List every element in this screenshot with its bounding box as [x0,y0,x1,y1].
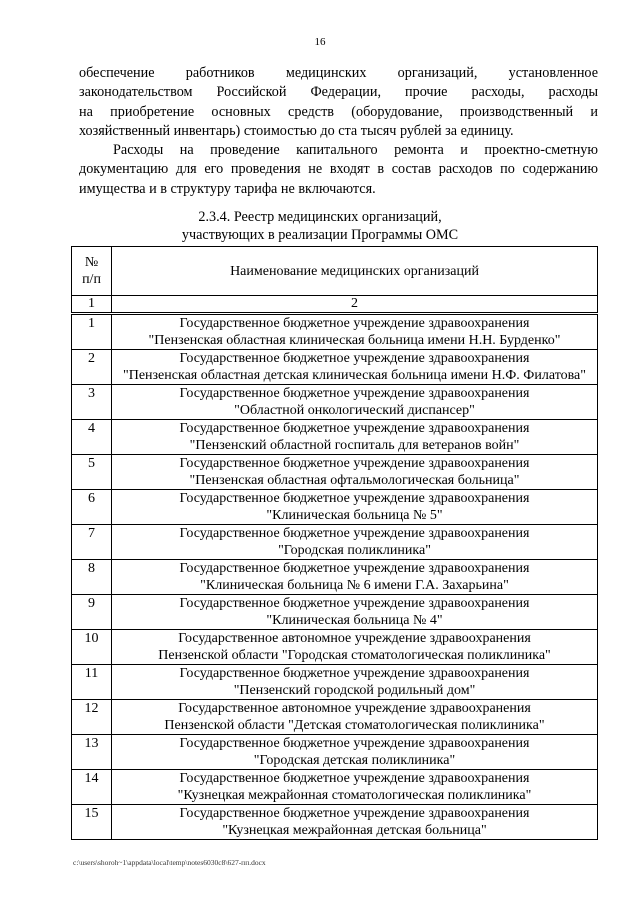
header-number-symbol: № [84,255,99,270]
organization-name-cell [112,314,598,350]
paragraph-line: законодательством Российской Федерации, прочие расходы, расходы [79,84,598,101]
row-number-cell: 15 [72,805,112,840]
paragraph-line: документацию для его проведения не входят в состав расходов по содержанию [79,161,598,178]
organization-type: Государственное бюджетное учреждение здравоохранения [179,316,530,331]
organization-type: Государственное бюджетное учреждение здравоохранения [179,351,530,366]
paragraph-capital-repair [79,141,598,199]
row-number-cell: 2 [72,350,112,385]
organization-name-cell [112,525,598,560]
table-row [72,735,598,770]
organization-type: Государственное бюджетное учреждение здравоохранения [179,421,530,436]
paragraph-expenses-continuation [79,64,598,142]
table-row [72,490,598,525]
row-number-cell: 5 [72,455,112,490]
row-number-cell: 6 [72,490,112,525]
section-heading [0,208,640,244]
table-row [72,595,598,630]
section-heading-line2: участвующих в реализации Программы ОМС [181,227,459,243]
table-row [72,560,598,595]
organization-type: Государственное бюджетное учреждение здравоохранения [179,771,530,786]
column-number-2: 2 [112,296,598,314]
paragraph-line: Расходы на проведение капитального ремонта и проектно-сметную [113,142,598,158]
organization-name-cell [112,350,598,385]
row-number-cell: 7 [72,525,112,560]
table-row [72,805,598,840]
table-header-row [72,247,598,296]
organization-title: "Кузнецкая межрайонная стоматологическая поликлиника" [177,788,532,803]
organization-title: "Пензенская областная детская клиническая больница имени Н.Ф. Филатова" [123,368,586,383]
footer-file-path: c:\users\shoroh~1\appdata\local\temp\notes6030c8\627-пп.docx [73,858,266,867]
table-row [72,350,598,385]
organization-name-cell [112,490,598,525]
organization-title: "Пензенская областная офтальмологическая больница" [189,473,520,488]
row-number-cell: 11 [72,665,112,700]
organization-type: Государственное бюджетное учреждение здравоохранения [179,561,530,576]
organization-type: Государственное бюджетное учреждение здравоохранения [179,736,530,751]
table-row [72,385,598,420]
organization-title: "Пензенский городской родильный дом" [233,683,476,698]
organization-title: "Клиническая больница № 4" [266,613,443,628]
organization-title: "Пензенский областной госпиталь для ветеранов войн" [189,438,520,453]
paragraph-line: хозяйственный инвентарь) стоимостью до ста тысяч рублей за единицу. [79,123,514,140]
organization-type: Государственное бюджетное учреждение здравоохранения [179,666,530,681]
organization-name-cell [112,805,598,840]
paragraph-line: обеспечение работников медицинских организаций, установленное [79,65,598,81]
row-number-cell: 4 [72,420,112,455]
row-number-cell: 8 [72,560,112,595]
column-numbers-row [72,296,598,314]
organization-title: Пензенской области "Городская стоматологическая поликлиника" [158,648,551,663]
organization-title: "Клиническая больница № 5" [266,508,443,523]
organization-title: "Городская поликлиника" [278,543,431,558]
header-number-abbr: п/п [82,272,101,287]
table-row [72,420,598,455]
organization-name-cell [112,595,598,630]
page-number: 16 [314,36,326,48]
organization-title: "Городская детская поликлиника" [253,753,456,768]
row-number-cell: 14 [72,770,112,805]
section-heading-line1: 2.3.4. Реестр медицинских организаций, [198,209,442,225]
column-number-1: 1 [72,296,112,314]
row-number-cell: 3 [72,385,112,420]
table-row [72,665,598,700]
registry-table [71,246,598,840]
organization-type: Государственное бюджетное учреждение здравоохранения [179,596,530,611]
paragraph-line: на приобретение основных средств (оборудование, производственный и [79,103,598,120]
organization-title: "Пензенская областная клиническая больница имени Н.Н. Бурденко" [148,333,561,348]
paragraph-line: имущества и в структуру тарифа не включаются. [79,180,376,197]
table-row [72,525,598,560]
row-number-cell: 9 [72,595,112,630]
row-number-cell: 12 [72,700,112,735]
organization-name-cell [112,385,598,420]
organization-name-cell [112,665,598,700]
organization-name-cell [112,770,598,805]
organization-title: "Областной онкологический диспансер" [234,403,475,418]
organization-type: Государственное бюджетное учреждение здравоохранения [179,491,530,506]
row-number-cell: 1 [72,314,112,350]
row-number-cell: 10 [72,630,112,665]
table-row [72,455,598,490]
organization-name-cell [112,630,598,665]
row-number-cell: 13 [72,735,112,770]
organization-type: Государственное бюджетное учреждение здравоохранения [179,806,530,821]
header-number-cell [72,247,112,296]
organization-name-cell [112,560,598,595]
table-row [72,314,598,350]
organization-type: Государственное автономное учреждение здравоохранения [178,631,531,646]
header-name-cell: Наименование медицинских организаций [112,247,598,296]
organization-name-cell [112,420,598,455]
organization-title: Пензенской области "Детская стоматологическая поликлиника" [164,718,545,733]
organization-name-cell [112,455,598,490]
organization-title: "Клиническая больница № 6 имени Г.А. Захарьина" [200,578,509,593]
organization-title: "Кузнецкая межрайонная детская больница" [222,823,487,838]
organization-type: Государственное бюджетное учреждение здравоохранения [179,386,530,401]
table-row [72,630,598,665]
table-row [72,770,598,805]
organization-type: Государственное автономное учреждение здравоохранения [178,701,531,716]
organization-type: Государственное бюджетное учреждение здравоохранения [179,456,530,471]
organization-type: Государственное бюджетное учреждение здравоохранения [179,526,530,541]
organization-name-cell [112,735,598,770]
organization-name-cell [112,700,598,735]
table-row [72,700,598,735]
